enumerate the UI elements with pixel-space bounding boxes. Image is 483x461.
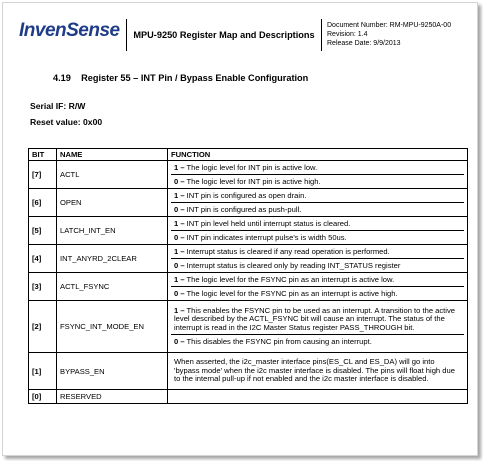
function-cell [168, 189, 468, 217]
header-name: NAME [57, 149, 168, 161]
function-cell [168, 273, 468, 301]
name-cell: RESERVED [57, 390, 168, 404]
bit-cell: [0] [29, 390, 57, 404]
table-row [29, 273, 468, 301]
function-text: The logic level for the FSYNC pin as an interrupt is active low. [184, 275, 395, 284]
function-value-label: 1 – [174, 305, 185, 315]
document-info [327, 21, 451, 48]
register-table [28, 148, 468, 404]
function-text: This enables the FSYNC pin to be used as an interrupt. A transition to the active level described by the ACTL_FSYNC bit will cause an interrupt. The status of the interrupt is read in the I2C Master Status register PASS_THROUGH bit. [174, 305, 456, 332]
function-line [171, 161, 464, 174]
function-line [171, 258, 464, 272]
function-value-label: 1 – [174, 191, 185, 200]
name-cell: LATCH_INT_EN [57, 217, 168, 245]
header-function: FUNCTION [168, 149, 468, 161]
name-cell: FSYNC_INT_MODE_EN [57, 301, 168, 353]
section-title: 4.19 Register 55 – INT Pin / Bypass Enable Configuration [53, 73, 309, 83]
function-value-label: 0 – [174, 337, 185, 347]
function-text: The logic level for the FSYNC pin as an interrupt is active high. [184, 289, 398, 298]
function-line [171, 245, 464, 258]
name-cell: ACTL [57, 161, 168, 189]
bit-cell: [4] [29, 245, 57, 273]
function-value-label: 0 – [174, 261, 185, 270]
function-text: When asserted, the i2c_master interface pins(ES_CL and ES_DA) will go into 'bypass mode' when the i2c master interface is disabled. The pins will float high due to the internal pull-up if not enabled and the i2c master interface is disabled. [174, 357, 455, 384]
function-value-label: 1 – [174, 275, 185, 284]
name-cell: ACTL_FSYNC [57, 273, 168, 301]
reset-value: Reset value: 0x00 [30, 117, 103, 127]
function-cell [168, 161, 468, 189]
function-text: INT pin is configured as push-pull. [184, 205, 302, 214]
bit-cell: [2] [29, 301, 57, 353]
table-header-row [29, 149, 468, 161]
table-row [29, 161, 468, 189]
bit-cell: [1] [29, 353, 57, 390]
function-line [171, 334, 464, 348]
function-value-label: 1 – [174, 163, 185, 172]
function-line [171, 286, 464, 300]
table-row [29, 189, 468, 217]
serial-interface: Serial IF: R/W [30, 101, 86, 111]
function-line [171, 305, 464, 334]
document-number: Document Number: RM-MPU-9250A-00 [327, 22, 452, 29]
function-text: Interrupt status is cleared only by reading INT_STATUS register [184, 261, 401, 270]
function-text: INT pin is configured as open drain. [184, 191, 307, 200]
function-value-label: 0 – [174, 177, 185, 186]
function-text: The logic level for INT pin is active high. [184, 177, 321, 186]
table-row [29, 353, 468, 390]
bit-cell: [6] [29, 189, 57, 217]
function-line [171, 356, 464, 385]
document-title: MPU-9250 Register Map and Descriptions [126, 19, 322, 51]
function-cell [168, 217, 468, 245]
function-value-label: 1 – [174, 247, 185, 256]
function-cell [168, 353, 468, 390]
function-text: The logic level for INT pin is active low. [184, 163, 318, 172]
table-row [29, 217, 468, 245]
document-page [2, 2, 478, 456]
function-line [171, 202, 464, 216]
document-revision: Revision: 1.4 [327, 31, 368, 38]
function-cell [168, 245, 468, 273]
name-cell: OPEN [57, 189, 168, 217]
name-cell: INT_ANYRD_2CLEAR [57, 245, 168, 273]
name-cell: BYPASS_EN [57, 353, 168, 390]
table-row [29, 390, 468, 404]
function-text: INT pin indicates interrupt pulse's is width 50us. [184, 233, 347, 242]
function-line [171, 230, 464, 244]
function-cell [168, 301, 468, 353]
function-value-label: 1 – [174, 219, 185, 228]
function-text: This disables the FSYNC pin from causing an interrupt. [184, 337, 372, 347]
function-value-label: 0 – [174, 289, 185, 298]
document-release-date: Release Date: 9/9/2013 [327, 40, 401, 47]
function-line [171, 217, 464, 230]
invensense-logo: InvenSense [19, 20, 120, 41]
bit-cell: [5] [29, 217, 57, 245]
function-value-label: 0 – [174, 205, 185, 214]
function-value-label: 0 – [174, 233, 185, 242]
document-header [13, 11, 471, 57]
bit-cell: [3] [29, 273, 57, 301]
function-line [171, 273, 464, 286]
table-row [29, 301, 468, 353]
function-line [171, 174, 464, 188]
function-cell [168, 390, 468, 404]
header-bit: BIT [29, 149, 57, 161]
function-text: Interrupt status is cleared if any read operation is performed. [184, 247, 390, 256]
function-line [171, 189, 464, 202]
function-text: INT pin level held until interrupt status is cleared. [184, 219, 351, 228]
table-row [29, 245, 468, 273]
bit-cell: [7] [29, 161, 57, 189]
